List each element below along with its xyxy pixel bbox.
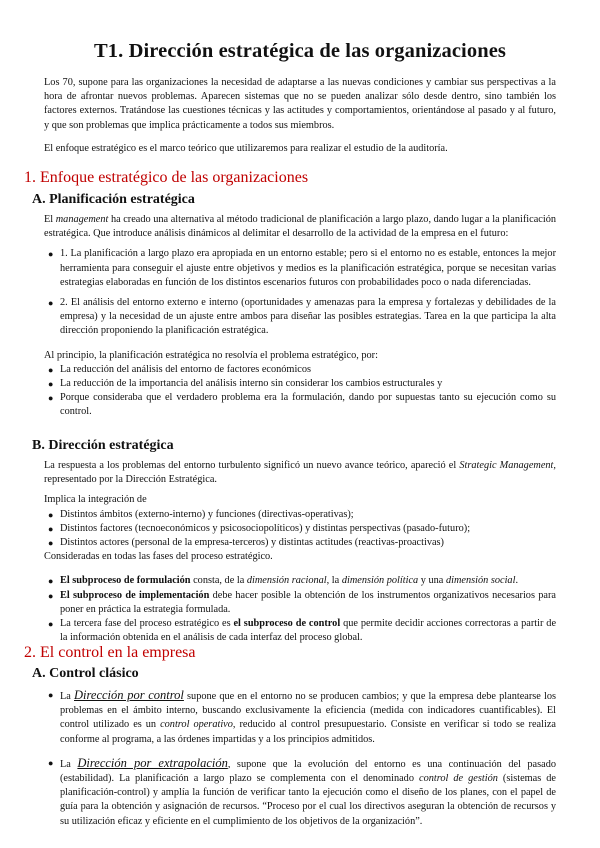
list-item — [44, 508, 556, 522]
emphasis-term: dimensión racional — [246, 575, 327, 587]
text-run: . — [515, 575, 519, 587]
list-item — [44, 522, 556, 536]
underlined-term: Dirección por control — [74, 688, 184, 702]
list-item — [44, 296, 556, 339]
section-1b-paragraph-2: Implica la integración de — [44, 494, 147, 506]
text-run: y una — [418, 575, 446, 587]
bullet-list — [44, 247, 556, 338]
bullet-icon: ● — [48, 249, 54, 260]
bullet-icon: ● — [48, 619, 54, 630]
section-1-heading: 1. Enfoque estratégico de las organizaciones — [24, 169, 309, 186]
bold-term: El subproceso de implementación — [60, 589, 210, 601]
emphasis-term: dimensión política — [341, 575, 419, 587]
list-item-text: Porque consideraba que el verdadero problema era la formulación, dando por supuestas tanto su ejecución como su control. — [60, 392, 556, 418]
text-run: La — [60, 691, 74, 702]
bullet-icon: ● — [48, 509, 54, 520]
section-2a-heading: A. Control clásico — [32, 666, 139, 681]
bullet-icon: ● — [48, 523, 54, 534]
underlined-term: Dirección por extrapolación — [77, 755, 228, 770]
text-run: supone que en el entorno no se producen cambios; y que la empresa debe plantearse los problemas en el ámbito interno, buscando exclusivamente la eficiencia (medida con indicadores cuantificables). El control utilizado es un — [60, 691, 556, 731]
emphasis-term: management — [55, 214, 109, 225]
section-1a-heading: A. Planificación estratégica — [32, 192, 195, 207]
list-item-text: 2. El análisis del entorno externo e interno (oportunidades y amenazas para la empresa y fortalezas y debilidades de la empresa) y la necesidad de un ajuste entre ambos para diseñar las posibles estrategias. Tarea en la que participa la alta dirección proponiendo la planificación estratégica. — [60, 297, 556, 337]
section-1b-paragraph — [44, 459, 556, 487]
text-run: La — [60, 758, 78, 770]
page-title: T1. Dirección estratégica de las organizaciones — [94, 40, 506, 62]
text-run: , reducido al control presupuestario. Consiste en verificar si todo se realiza conforme al programa, a las órdenes impartidas y a los principios admitidos. — [60, 719, 556, 745]
bullet-icon: ● — [48, 690, 54, 700]
text-run: (sistemas de planificación-control) y amplía la función de verificar tanto la ejecución como el diseño de los planes, con el papel de guía para la obtención y asignación de recursos. “Proceso por el cual los directivos aseguran la obtención de recursos y su utilización eficaz y eficiente en el cumplimiento de los objetivos de la organización”. — [60, 773, 556, 827]
list-item-text: 1. La planificación a largo plazo era apropiada en un entorno estable; pero si el entorno no es estable, entonces la mejor herramienta para conseguir el ajuste entre objetivos y medios es la planificación estratégica, porque se necesitan varias estrategias elaboradas en función de los distintos escenarios futuros con probabilidades poco o nada diferenciadas. — [60, 248, 556, 288]
list-item — [44, 756, 556, 829]
list-item — [44, 363, 556, 377]
bullet-list — [44, 574, 556, 645]
bullet-icon: ● — [48, 538, 54, 549]
bullet-list — [44, 363, 556, 420]
text-run: ha creado una alternativa al método tradicional de planificación a largo plazo, dando lugar a la planificación estratégica. Que introduce análisis dinámicos al delimitar el desarrollo de la actividad de la empresa en el futuro: — [44, 214, 556, 240]
emphasis-term: Strategic Management, — [459, 460, 556, 471]
section-1a-paragraph — [44, 213, 556, 241]
list-item — [44, 589, 556, 617]
list-item — [44, 536, 556, 550]
section-1b-heading: B. Dirección estratégica — [32, 438, 174, 453]
bullet-icon: ● — [48, 590, 54, 601]
section-1b-paragraph-3: Consideradas en todas las fases del proceso estratégico. — [44, 551, 273, 563]
emphasis-term: dimensión social — [445, 575, 516, 587]
text-run: que permite decidir acciones correctoras a partir de la información obtenida en el análisis de cada interfaz del proceso global. — [60, 618, 557, 644]
section-2a-body — [44, 688, 556, 829]
bullet-icon: ● — [48, 576, 54, 587]
bullet-list — [44, 508, 556, 551]
text-run: La respuesta a los problemas del entorno turbulento significó un nuevo avance teórico, apareció el — [44, 460, 460, 471]
bullet-icon: ● — [48, 364, 54, 375]
bold-term: El subproceso de formulación — [60, 575, 191, 587]
emphasis-term: control de gestión — [419, 773, 498, 785]
bullet-icon: ● — [48, 298, 54, 309]
text-run: debe hacer posible la obtención de los instrumentos organizativos necesarios para poner en práctica la estrategia formulada. — [60, 589, 556, 615]
list-item — [44, 574, 556, 588]
list-item — [44, 391, 556, 419]
list-item-text: Distintos factores (tecnoeconómicos y psicosociopolíticos) y distintas perspectivas (pasado-futuro); — [60, 522, 471, 534]
emphasis-term: control operativo — [160, 719, 233, 731]
bullet-icon: ● — [48, 379, 54, 390]
bullet-list — [44, 688, 556, 829]
text-run: , supone que la evolución del entorno es una continuación del pasado (estabilidad). La planificación a largo plazo se complementa con el denominado — [60, 758, 557, 785]
list-item — [44, 247, 556, 290]
section-1a-body — [44, 213, 556, 420]
list-item-text: La reducción del análisis del entorno de factores económicos — [60, 363, 312, 375]
section-2-heading: 2. El control en la empresa — [24, 644, 196, 661]
bullet-icon: ● — [48, 393, 54, 404]
text-run: La tercera fase del proceso estratégico es — [60, 618, 234, 630]
list-item-text: La reducción de la importancia del análisis interno sin considerar los cambios estructurales y — [60, 378, 443, 390]
list-item — [44, 377, 556, 391]
list-item-text: Distintos ámbitos (externo-interno) y funciones (directivas-operativas); — [60, 508, 354, 520]
list-item — [44, 688, 556, 747]
bullet-icon: ● — [48, 757, 54, 768]
intro-paragraph-1: Los 70, supone para las organizaciones la necesidad de adaptarse a las nuevas condiciones y cambiar sus perspectivas a la hora de afrontar nuevos problemas. Aparecen sistemas que no se pueden analizar sólo desde dentro, sino también los factores externos. Tratándose las cuestiones técnicas y las actitudes y comportamientos, orientándose al pasado y al futuro, y que son problemas que implica prácticamente a todos sus miembros. — [44, 77, 556, 131]
text-run: , la — [326, 575, 342, 587]
text-run: consta, de la — [190, 575, 247, 587]
text-run: representado por la Dirección Estratégica. — [44, 474, 217, 486]
section-1a-paragraph-2: Al principio, la planificación estratégica no resolvía el problema estratégico, por: — [44, 349, 378, 361]
text-run: El — [44, 214, 56, 225]
list-item — [44, 617, 556, 645]
intro-paragraph-2: El enfoque estratégico es el marco teórico que utilizaremos para realizar el estudio de la auditoría. — [44, 142, 448, 154]
intro — [44, 76, 556, 156]
section-1b-body — [44, 459, 556, 645]
bold-term: el subproceso de control — [233, 618, 341, 630]
list-item-text: Distintos actores (personal de la empresa-terceros) y distintas actitudes (reactivas-proactivas) — [60, 537, 444, 549]
